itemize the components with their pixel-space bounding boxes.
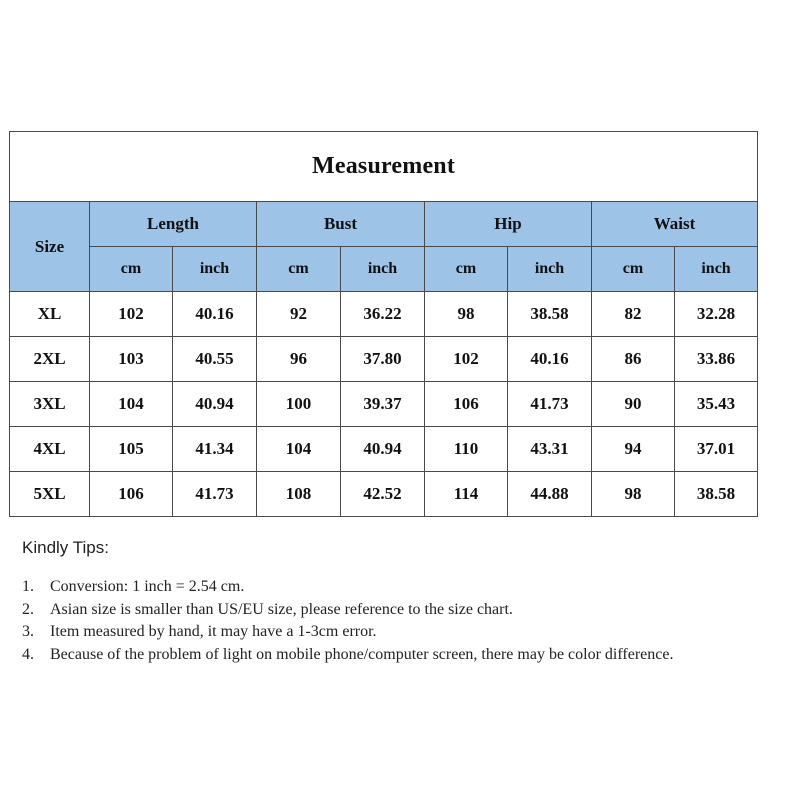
- length-cm-cell: 105: [90, 427, 173, 472]
- hip-cm-header: cm: [425, 247, 508, 292]
- hip-inch-cell: 40.16: [508, 337, 592, 382]
- tip-text: Because of the problem of light on mobile phone/computer screen, there may be color difference.: [50, 645, 674, 663]
- waist-inch-cell: 38.58: [675, 472, 758, 517]
- table-row: [10, 337, 758, 382]
- waist-cm-cell: 98: [592, 472, 675, 517]
- tip-number: 2.: [22, 600, 34, 618]
- length-inch-cell: 40.94: [173, 382, 257, 427]
- hip-inch-cell: 41.73: [508, 382, 592, 427]
- waist-cm-header: cm: [592, 247, 675, 292]
- length-inch-header: inch: [173, 247, 257, 292]
- size-cell: XL: [10, 292, 90, 337]
- waist-cm-cell: 90: [592, 382, 675, 427]
- bust-inch-cell: 37.80: [341, 337, 425, 382]
- tip-text: Asian size is smaller than US/EU size, please reference to the size chart.: [50, 600, 513, 618]
- length-inch-cell: 41.34: [173, 427, 257, 472]
- hip-inch-cell: 38.58: [508, 292, 592, 337]
- length-cm-cell: 106: [90, 472, 173, 517]
- tips-list: [22, 576, 782, 666]
- measurement-table: [9, 131, 758, 517]
- hip-inch-cell: 44.88: [508, 472, 592, 517]
- waist-inch-cell: 37.01: [675, 427, 758, 472]
- bust-cm-cell: 100: [257, 382, 341, 427]
- hip-inch-header: inch: [508, 247, 592, 292]
- hip-cm-cell: 98: [425, 292, 508, 337]
- bust-inch-cell: 36.22: [341, 292, 425, 337]
- length-cm-cell: 104: [90, 382, 173, 427]
- bust-inch-cell: 39.37: [341, 382, 425, 427]
- bust-group-header: Bust: [257, 202, 425, 247]
- table-row: [10, 427, 758, 472]
- tip-item: [22, 576, 782, 599]
- length-inch-cell: 40.55: [173, 337, 257, 382]
- hip-cm-cell: 106: [425, 382, 508, 427]
- bust-cm-cell: 104: [257, 427, 341, 472]
- bust-cm-header: cm: [257, 247, 341, 292]
- hip-inch-cell: 43.31: [508, 427, 592, 472]
- tip-number: 3.: [22, 623, 34, 640]
- size-cell: 3XL: [10, 382, 90, 427]
- tip-text: Item measured by hand, it may have a 1-3cm error.: [50, 623, 377, 640]
- size-column-header: Size: [10, 202, 90, 292]
- kindly-tips: [22, 538, 782, 666]
- length-group-header: Length: [90, 202, 257, 247]
- table-title: Measurement: [10, 132, 758, 202]
- hip-cm-cell: 110: [425, 427, 508, 472]
- bust-cm-cell: 96: [257, 337, 341, 382]
- length-cm-header: cm: [90, 247, 173, 292]
- length-cm-cell: 103: [90, 337, 173, 382]
- waist-group-header: Waist: [592, 202, 758, 247]
- hip-cm-cell: 114: [425, 472, 508, 517]
- table-row: [10, 472, 758, 517]
- length-cm-cell: 102: [90, 292, 173, 337]
- waist-cm-cell: 82: [592, 292, 675, 337]
- waist-inch-cell: 32.28: [675, 292, 758, 337]
- size-cell: 2XL: [10, 337, 90, 382]
- waist-inch-header: inch: [675, 247, 758, 292]
- tip-item: [22, 599, 782, 622]
- tip-text: Conversion: 1 inch = 2.54 cm.: [50, 578, 245, 595]
- waist-inch-cell: 33.86: [675, 337, 758, 382]
- length-inch-cell: 40.16: [173, 292, 257, 337]
- table-row: [10, 382, 758, 427]
- bust-cm-cell: 92: [257, 292, 341, 337]
- bust-inch-cell: 42.52: [341, 472, 425, 517]
- size-cell: 4XL: [10, 427, 90, 472]
- waist-cm-cell: 94: [592, 427, 675, 472]
- hip-cm-cell: 102: [425, 337, 508, 382]
- size-cell: 5XL: [10, 472, 90, 517]
- tip-item: [22, 621, 782, 644]
- tip-number: 4.: [22, 645, 34, 663]
- length-inch-cell: 41.73: [173, 472, 257, 517]
- table-row: [10, 292, 758, 337]
- hip-group-header: Hip: [425, 202, 592, 247]
- waist-cm-cell: 86: [592, 337, 675, 382]
- waist-inch-cell: 35.43: [675, 382, 758, 427]
- bust-inch-cell: 40.94: [341, 427, 425, 472]
- tip-item: [22, 644, 782, 667]
- tip-number: 1.: [22, 578, 34, 595]
- bust-cm-cell: 108: [257, 472, 341, 517]
- bust-inch-header: inch: [341, 247, 425, 292]
- tips-title: Kindly Tips:: [22, 538, 109, 557]
